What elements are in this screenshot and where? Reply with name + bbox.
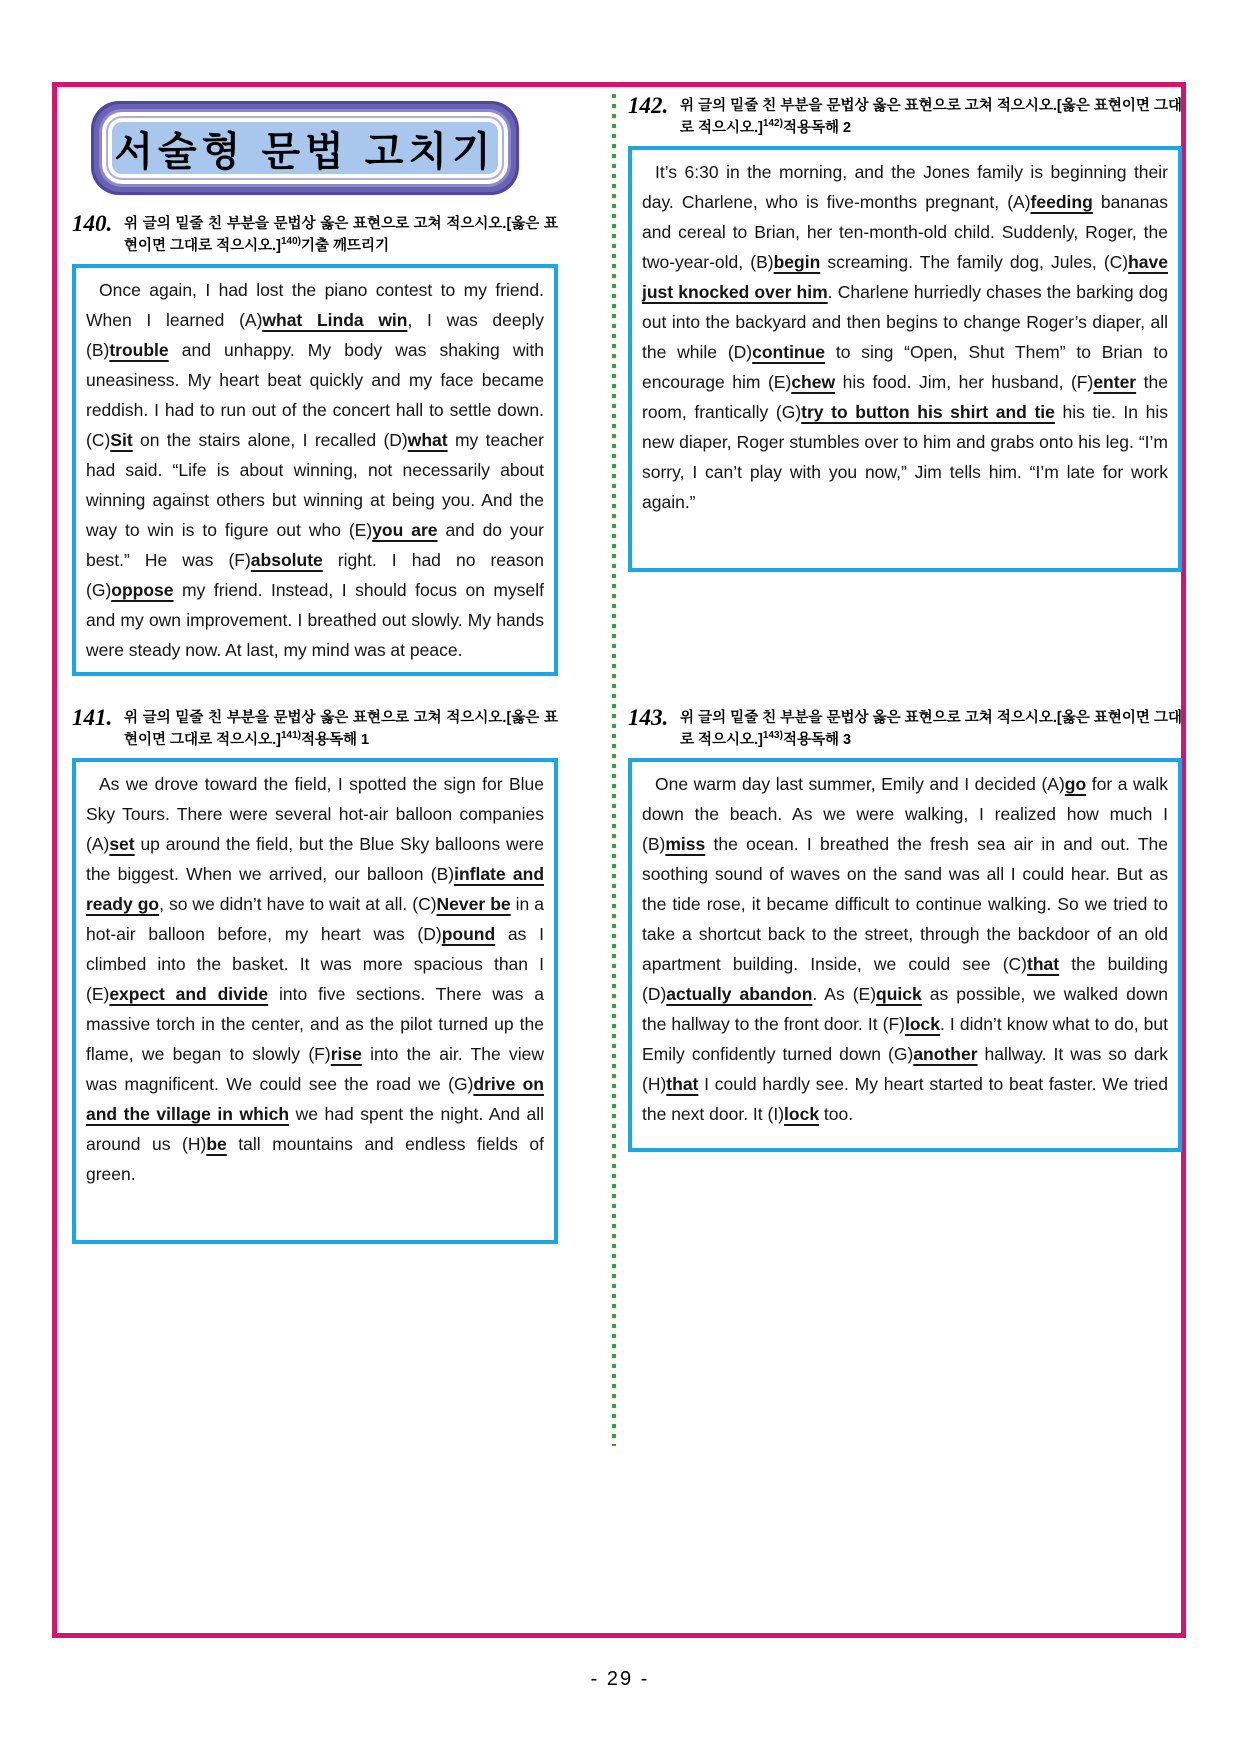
marker-label: (B) [750,252,774,272]
underlined-phrase: rise [330,1044,362,1064]
marker-label: (D) [417,924,442,944]
underlined-phrase: lock [904,1014,941,1034]
marker-label: (A) [1007,192,1031,212]
page-number: - 29 - [590,1668,650,1690]
page-title: 서술형 문법 고치기 [114,129,496,174]
underlined-phrase: chew [791,372,836,392]
question-142 [628,93,1182,572]
marker-label: (E) [852,984,877,1004]
title-banner [112,122,498,174]
marker-label: (C) [86,430,111,450]
marker-label: (F) [1070,372,1094,392]
underlined-phrase: drive on and the village in which [86,1074,544,1124]
question-header [72,211,558,258]
marker-label: (F) [882,1014,905,1034]
underlined-phrase: Sit [110,430,133,450]
column-divider [612,94,616,1446]
underlined-phrase: continue [752,342,826,362]
question-number: 140. [72,211,113,236]
marker-label: (G) [775,402,802,422]
passage-text: Once again, I had lost the piano contest to my friend. When I learned (A)what Linda win, I was deeply (B)trouble and unhappy. My body was shaking with uneasiness. My heart beat quickly and my face became reddish. I had to run out of the concert hall to settle down. (C)Sit on the stairs alone, I recalled (D)what my teacher had said. “Life is about winning, not necessarily about winning against others but winning at being you. And the way to win is to figure out who (E)you are and do your best.” He was (F)absolute right. I had no reason (G)oppose my friend. Instead, I should focus on myself and my own improvement. I breathed out slowly. My hands were steady now. At last, my mind was at peace. [86,280,545,660]
question-141 [72,705,558,1244]
passage-text: One warm day last summer, Emily and I decided (A)go for a walk down the beach. As we were walking, I realized how much I (B)miss the ocean. I breathed the fresh sea air in and out. The soothing sound of waves on the sand was all I could hear. But as the tide rose, it became difficult to continue walking. So we tried to take a shortcut back to the street, through the backdoor of an old apartment building. Inside, we could see (C)that the building (D)actually abandon. As (E)quick as possible, we walked down the hallway to the front door. It (F)lock. I didn’t know what to do, but Emily confidently turned down (G)another hallway. It was so dark (H)that I could hardly see. My heart started to beat faster. We tried the next door. It (I)lock too. [642,774,1169,1124]
marker-label: (A) [86,834,110,854]
question-prompt [124,214,558,258]
question-header [72,705,558,752]
underlined-phrase: oppose [111,580,174,600]
underlined-phrase: Never be [436,894,511,914]
marker-label: (D) [727,342,753,362]
passage-text: As we drove toward the field, I spotted the sign for Blue Sky Tours. There were several hot-air balloon companies (A)set up around the field, but the Blue Sky balloons were the biggest. When we arrived, our balloon (B)inflate and ready go, so we didn’t have to wait at all. (C)Never be in a hot-air balloon before, my heart was (D)pound as I climbed into the basket. It was more spacious than I (E)expect and divide into five sections. There was a massive torch in the center, and as the pilot turned up the flame, we began to slowly (F)rise into the air. The view was magnificent. We could see the road we (G)drive on and the village in which we had spent the night. And all around us (H)be tall mountains and endless fields of green. [86,774,545,1184]
underlined-phrase: be [206,1134,227,1154]
marker-label: (H) [642,1074,667,1094]
underlined-phrase: what [407,430,448,450]
marker-label: (B) [642,834,666,854]
passage-box [628,146,1182,572]
marker-label: (E) [348,520,373,540]
passage-box [628,758,1182,1152]
prompt-text: 위 글의 밑줄 친 부분을 문법상 옳은 표현으로 고쳐 적으시오.[옳은 표현이면 그대로 적으시오.] [680,710,1182,748]
marker-label: (D) [642,984,667,1004]
underlined-phrase: another [913,1044,978,1064]
marker-label: (A) [1041,774,1065,794]
marker-label: (E) [767,372,792,392]
question-number: 142. [628,93,669,118]
underlined-phrase: inflate and ready go [86,864,545,914]
question-header [628,705,1182,752]
marker-label: (D) [383,430,408,450]
underlined-phrase: absolute [250,550,323,570]
marker-label: (B) [86,340,110,360]
question-143 [628,705,1182,1152]
question-prompt [124,708,558,752]
prompt-text: 위 글의 밑줄 친 부분을 문법상 옳은 표현으로 고쳐 적으시오.[옳은 표현이면 그대로 적으시오.] [680,98,1182,136]
prompt-text: 위 글의 밑줄 친 부분을 문법상 옳은 표현으로 고쳐 적으시오.[옳은 표현이면 그대로 적으시오.] [124,216,558,254]
underlined-phrase: set [109,834,135,854]
underlined-phrase: that [1027,954,1060,974]
underlined-phrase: trouble [109,340,169,360]
underlined-phrase: pound [441,924,496,944]
marker-label: (F) [308,1044,331,1064]
marker-label: (G) [86,580,112,600]
underlined-phrase: enter [1093,372,1137,392]
question-prompt [680,96,1182,140]
passage-text: It’s 6:30 in the morning, and the Jones family is beginning their day. Charlene, who is five-months pregnant, (A)feeding bananas and cereal to Brian, her ten-month-old child. Suddenly, Roger, the two-year-old, (B)begin screaming. The family dog, Jules, (C)have just knocked over him. Charlene hurriedly chases the barking dog out into the backyard and then begins to change Roger’s diaper, all the while (D)continue to sing “Open, Shut Them” to Brian to encourage him (E)chew his food. Jim, her husband, (F)enter the room, frantically (G)try to button his shirt and tie his tie. In his new diaper, Roger stumbles over to him and grabs onto his leg. “I’m sorry, I can’t play with you now,” Jim tells him. “I’m late for work again.” [642,162,1168,512]
marker-label: (H) [182,1134,207,1154]
marker-label: (B) [430,864,455,884]
question-number: 143. [628,705,669,730]
marker-label: (G) [448,1074,474,1094]
underlined-phrase: what Linda win [262,310,408,330]
prompt-text: 위 글의 밑줄 친 부분을 문법상 옳은 표현으로 고쳐 적으시오.[옳은 표현이면 그대로 적으시오.] [124,710,558,748]
question-prompt [680,708,1182,752]
source-label: 적용독해 1 [301,731,370,748]
marker-label: (G) [888,1044,914,1064]
underlined-phrase: feeding [1030,192,1093,212]
underlined-phrase: begin [773,252,821,272]
underlined-phrase: have just knocked over him [642,252,1168,302]
marker-label: (A) [239,310,263,330]
footnote-ref: 141) [280,729,301,741]
question-number: 141. [72,705,113,730]
source-label: 기출 깨뜨리기 [301,237,390,254]
underlined-phrase: quick [876,984,922,1004]
underlined-phrase: that [666,1074,699,1094]
marker-label: (I) [767,1104,785,1124]
underlined-phrase: try to button his shirt and tie [801,402,1055,422]
underlined-phrase: actually abandon [666,984,813,1004]
marker-label: (C) [1002,954,1028,974]
marker-label: (C) [1103,252,1129,272]
marker-label: (C) [412,894,437,914]
underlined-phrase: lock [784,1104,820,1124]
footnote-ref: 142) [762,117,783,129]
question-header [628,93,1182,140]
question-140 [72,211,558,676]
source-label: 적용독해 3 [782,731,852,748]
marker-label: (F) [228,550,251,570]
source-label: 적용독해 2 [782,119,852,136]
underlined-phrase: miss [665,834,706,854]
underlined-phrase: go [1064,774,1087,794]
footnote-ref: 143) [762,729,783,741]
passage-box [72,264,558,676]
footnote-ref: 140) [280,235,301,247]
passage-box [72,758,558,1244]
marker-label: (E) [86,984,110,1004]
underlined-phrase: you are [372,520,438,540]
underlined-phrase: expect and divide [109,984,269,1004]
